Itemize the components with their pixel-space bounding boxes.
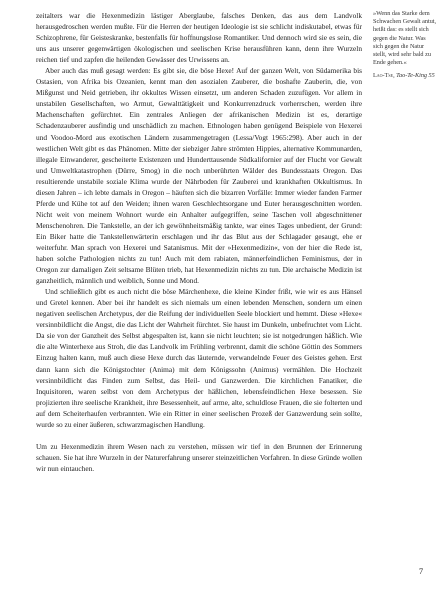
paragraph-2: Aber auch das muß gesagt werden: Es gibt sie, die böse Hexe! Auf der ganzen Welt, von Südamerika bis Ostasien, von Afrika bis Ozeanien, kennt man den asozialen Zauberer, die boshafte Zauberin, die, von Mißgunst und Neid getrieben, ihr okkultes Wissen einsetzt, um anderen Schaden zuzufügen. Vor allem in unstabilen Gesellschaften, wo Armut, Gewalttätigkeit und Konkurrenzdruck vorherrschen, werden ihre Machenschaften gefürchtet. Ein zentrales Anliegen der afrikanischen Medizin ist es, derartige Schadenzauberer ausfindig und unschädlich zu machen. Ethnologen haben genügend Beispiele von Hexerei und Voodoo-Mord aus exotischen Ländern zusammengetragen (Lessa/Vogt 1965:298). Aber auch in der westlichen Welt gibt es das Phänomen. Mitte der siebziger Jahre strömten Hippies, alternative Kommunarden, illegale Einwanderer, gescheiterte Existenzen und Hunderttausende Südkalifornier auf der Flucht vor Gewalt und Umweltkatastrophen (Dürre, Smog) in die noch unberührten Wälder des Bundesstaats Oregon. Das resultierende unstabile soziale Klima wurde der Nährboden für Zauberei und krankhaften Okkultismus. In diesen Jahren – ich lebte damals in Oregon – häuften sich die bizarren Vorfälle: Immer wieder fanden Farmer Pferde und Kühe tot auf den Weiden; ihnen waren Geschlechtsorgane und Euter herausgeschnitten worden. Nicht weit von meinem Wohnort wurde ein Anhalter aufgegriffen, seine Taschen voll abgeschnittener Menschenohren. Die Tankstelle, an der ich gewöhnheitsmäßig tankte, war eines Tages unbedient, der Grund: Ein Biker hatte die Tankstellenwärterin erschlagen und ihr das Blut aus der Schlagader gesaugt, ehe er weiterfuhr. Man sprach von Hexerei und Satanismus. Mit der »Hexenmedizin«, von der hier die Rede ist, haben solche Pathologien nichts zu tun! Auch mit dem rabiaten, männerfeindlichen Feminismus, der in Oregon zur damaligen Zeit seltsame Blüten trieb, hat Hexenmedizin nichts zu tun. Die archaische Medizin ist ganzheitlich, männlich und weiblich, Sonne und Mond. — [36, 66, 362, 286]
paragraph-1: zeitalters war die Hexenmedizin lästiger Aberglaube, falsches Denken, das aus dem Landvolk herausgedroschen werden mußte. Für die Herren der heutigen Ideologie ist sie schlicht indiskutabel, etwas für Schizophrene, für Geisteskranke, bestenfalls für hoffnungslose Romantiker. Und dennoch wird sie es sein, die uns aus unserer gegenwärtigen ökologischen und seelischen Krise herausführen kann, denn ihre Wurzeln reichen tief und zapfen die heilenden Gewässer des Urwissens an. — [36, 11, 362, 65]
sidebar-quote — [373, 10, 437, 81]
quote-author: Lao-Tse, — [373, 72, 395, 80]
quote-attribution — [373, 72, 437, 80]
paragraph-4: Um zu Hexenmedizin ihrem Wesen nach zu verstehen, müssen wir tief in den Brunnen der Erinnerung schauen. Sie hat ihre Wurzeln in der Naturerfahrung unserer steinzeitlichen Vorfahren. In diese Gründe wollen wir nun eintauchen. — [36, 441, 362, 473]
quote-work: Tao-Te-King 55 — [396, 72, 435, 80]
page-number: 7 — [418, 566, 424, 576]
quote-text: »Wenn das Starke dem Schwachen Gewalt antut, heißt das: es stellt sich gegen die Natur. Was sich gegen die Natur stellt, wird sehr bald zu Ende gehen.« — [373, 10, 437, 67]
main-text-column — [36, 10, 362, 474]
paragraph-3: Und schließlich gibt es auch nicht die böse Märchenhexe, die kleine Kinder frißt, wie wir es aus Hänsel und Gretel kennen. Aber bei ihr handelt es sich niemals um einen lebenden Menschen, sondern um einen negativen seelischen Archetypus, der die Reifung der individuellen Seele blockiert und hemmt. Diese »Hexe« versinnbildlicht die Angst, die das Licht der Wahrheit fürchtet. Sie haust im Dunkeln, unbefruchtet vom Licht. Da sie von der Ganzheit des Selbst abgespalten ist, kann sie nicht leuchten; sie ist notgedrungen häßlich. Wie die alte Winterhexe aus Stroh, die das Landvolk im Frühling verbrennt, damit die schöne Göttin des Sommers Einzug halten kann, muß auch diese Hexe durch das läuternde, verwandelnde Feuer des Geistes gehen. Erst dann kann sich die Königstochter (Anima) mit dem Königssohn (Animus) vermählen. Die Hochzeit versinnbildlicht das Finden zum Selbst, das Heil- und Ganzwerden. Die kirchlichen Fanatiker, die Inquisitoren, waren selbst von dem Archetypus der häßlichen, lebensfeindlichen Hexe besessen. Sie projizierten ihre seelische Krankheit, ihre Besessenheit, auf arme, alte, schuldlose Frauen, die sie folterten und auf dem Scheiterhaufen verbrannten. Wie ein Ritter in einer seelischen Prozeß der Ganzwerdung sein sollte, wurde so zu einer äußeren, schwarzmagischen Handlung. — [36, 287, 362, 429]
